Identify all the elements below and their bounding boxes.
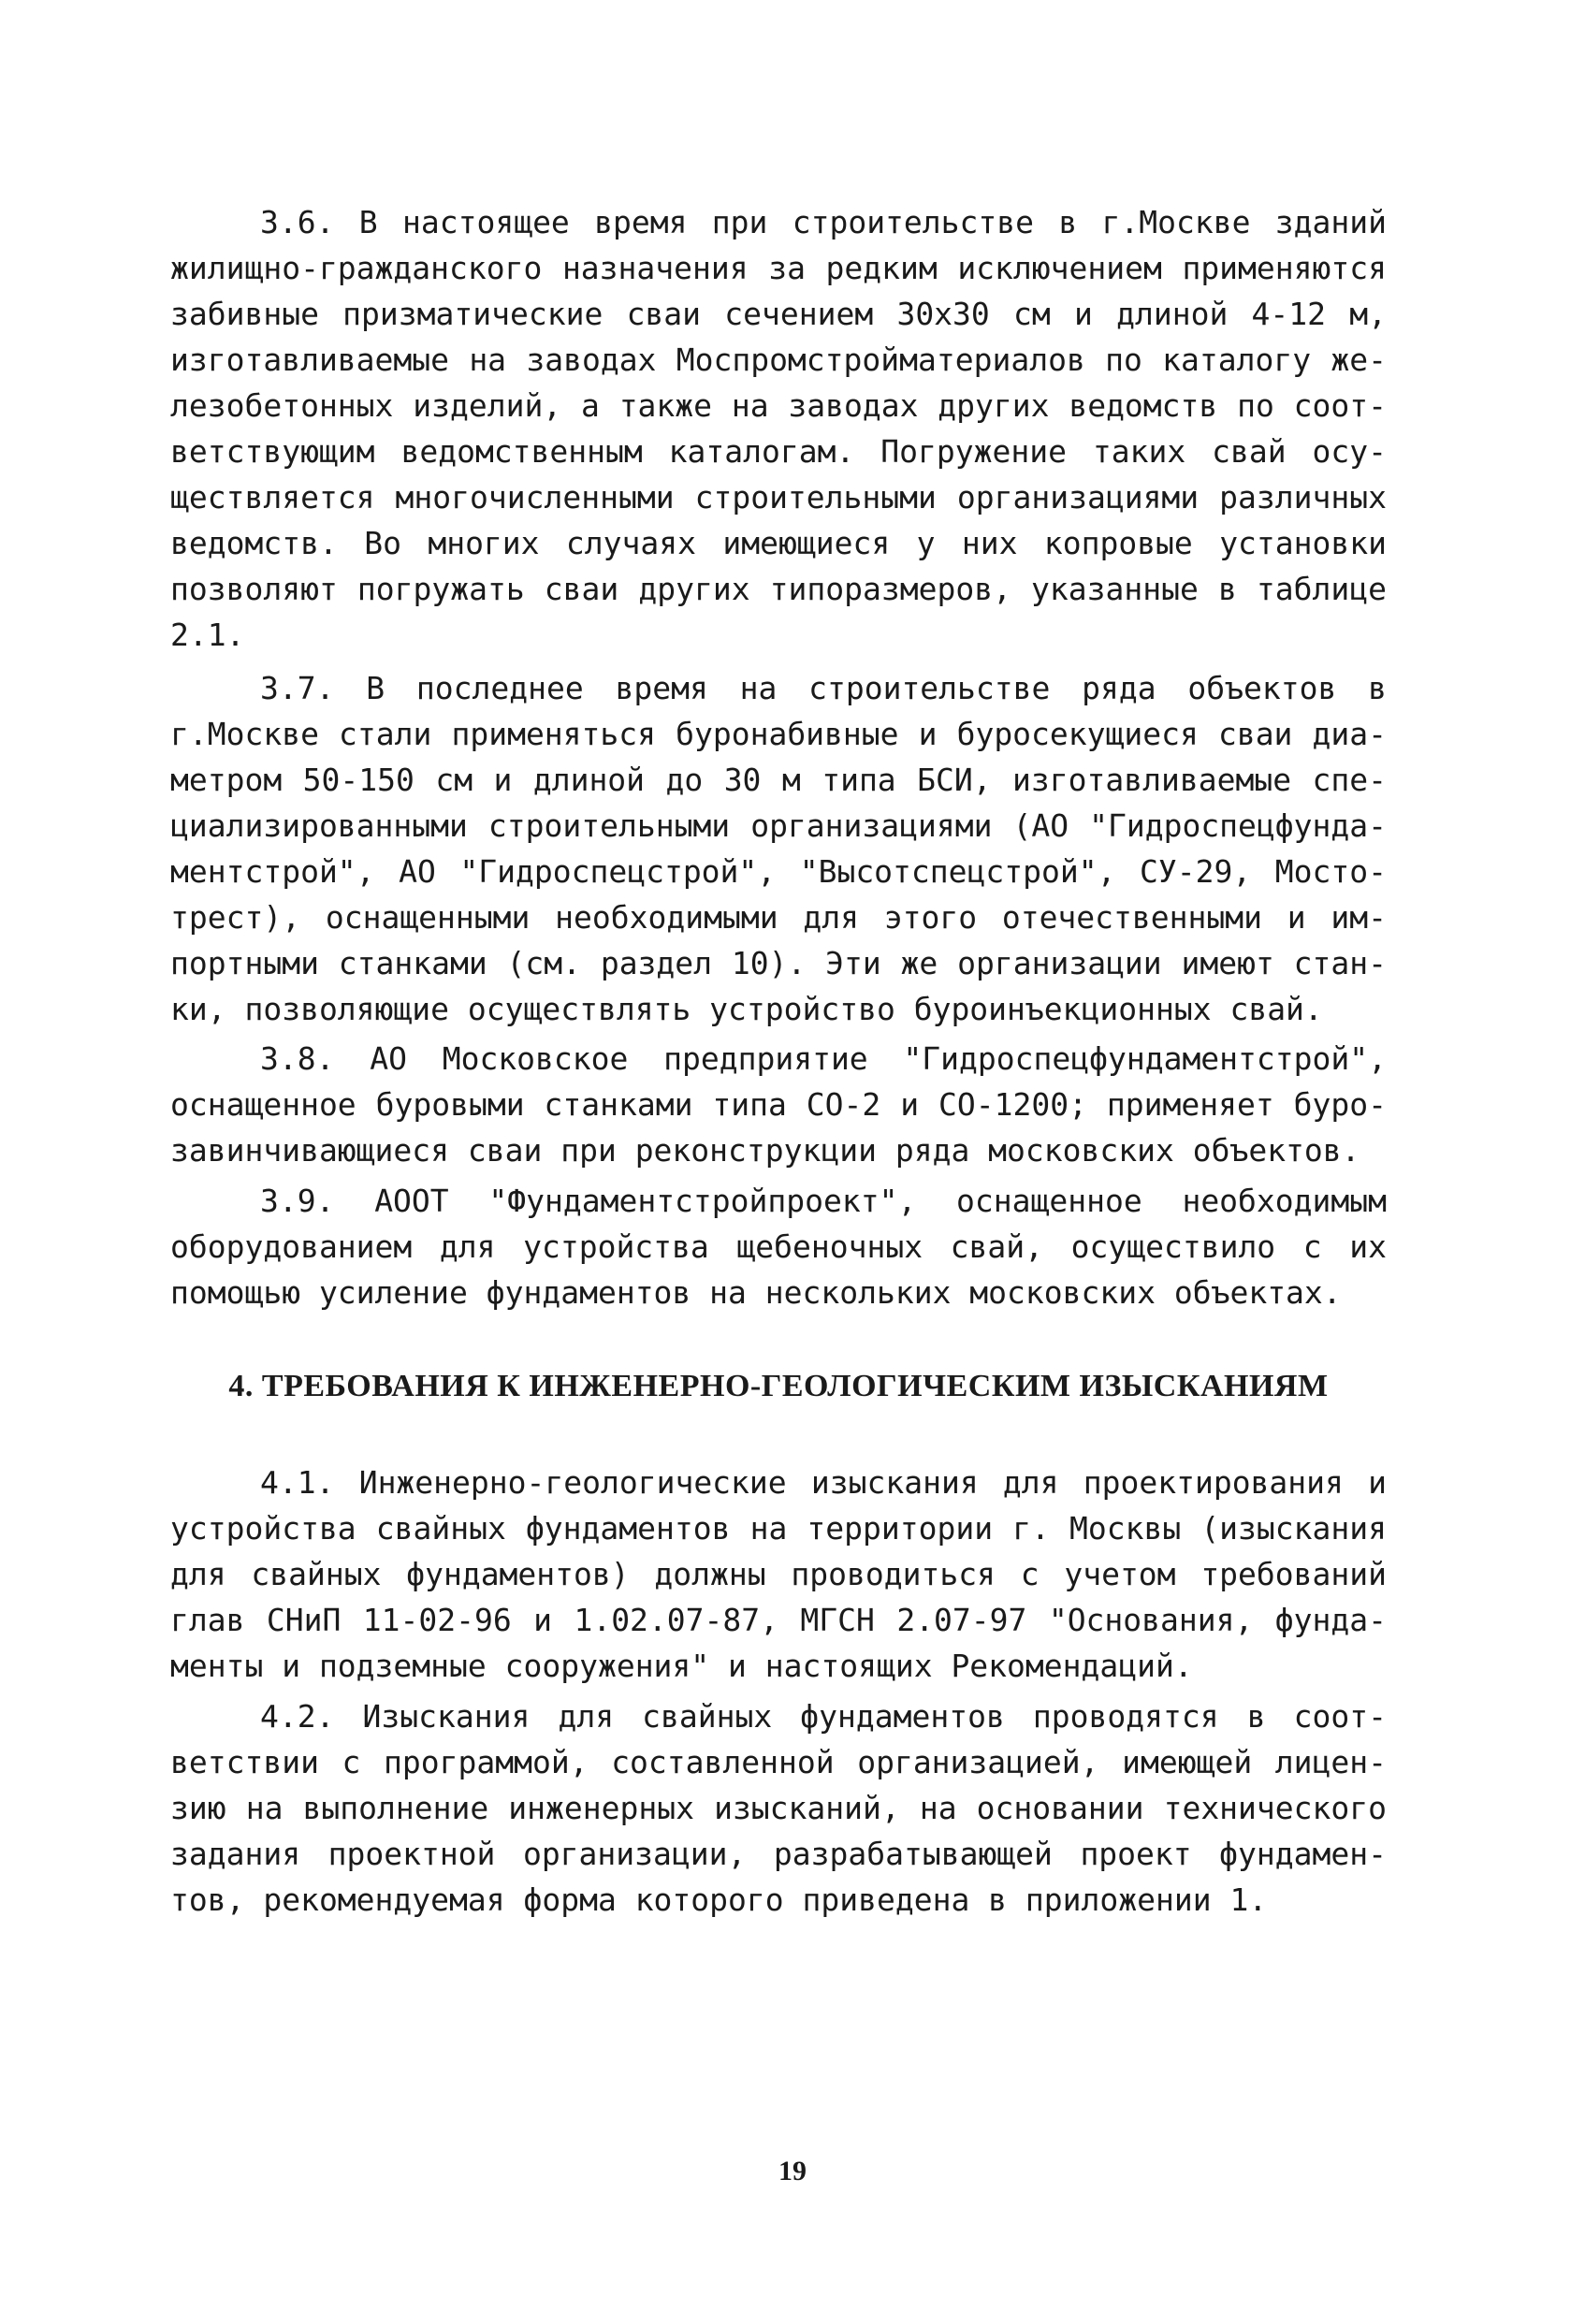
- text-line: устройства свайных фундаментов на территории г. Москвы (изыскания: [170, 1510, 1387, 1547]
- text-line: 3.6. В настоящее время при строительстве в г.Москве зданий: [260, 204, 1387, 240]
- page-number: 19: [778, 2156, 807, 2186]
- text-line: завинчивающиеся сваи при реконструкции ряда московских объектов.: [170, 1132, 1360, 1169]
- text-line: менты и подземные сооружения" и настоящих Рекомендаций.: [170, 1648, 1193, 1684]
- text-line: трест), оснащенными необходимыми для этого отечественными и им-: [170, 899, 1387, 936]
- text-line: ки, позволяющие осуществлять устройство буроинъекционных свай.: [170, 991, 1323, 1027]
- text-line: помощью усиление фундаментов на нескольких московских объектах.: [170, 1274, 1342, 1311]
- text-line: циализированными строительными организациями (АО "Гидроспецфунда-: [170, 807, 1387, 844]
- text-line: лезобетонных изделий, а также на заводах других ведомств по соот-: [170, 387, 1387, 424]
- text-line: г.Москве стали применяться буронабивные и буросекущиеся сваи диа-: [170, 716, 1387, 752]
- text-line: метром 50-150 см и длиной до 30 м типа БСИ, изготавливаемые спе-: [170, 762, 1387, 798]
- text-line: ществляется многочисленными строительными организациями различных: [170, 479, 1387, 516]
- text-line: 3.9. АООТ "Фундаментстройпроект", оснащенное необходимым: [260, 1183, 1387, 1219]
- text-line: ментстрой", АО "Гидроспецстрой", "Высотспецстрой", СУ-29, Мосто-: [170, 853, 1387, 890]
- text-line: оборудованием для устройства щебеночных свай, осуществило с их: [170, 1228, 1387, 1265]
- text-line: изготавливаемые на заводах Моспромстройматериалов по каталогу же-: [170, 341, 1387, 378]
- text-line: зию на выполнение инженерных изысканий, на основании технического: [170, 1790, 1387, 1826]
- text-line: жилищно-гражданского назначения за редким исключением применяются: [170, 250, 1387, 286]
- text-line: 3.7. В последнее время на строительстве ряда объектов в: [260, 670, 1387, 706]
- text-line: 2.1.: [170, 617, 245, 653]
- text-line: 3.8. АО Московское предприятие "Гидроспецфундаментстрой",: [260, 1040, 1387, 1077]
- text-line: позволяют погружать сваи других типоразмеров, указанные в таблице: [170, 571, 1387, 607]
- text-line: ветствующим ведомственным каталогам. Погружение таких свай осу-: [170, 433, 1387, 470]
- text-line: ветствии с программой, составленной организацией, имеющей лицен-: [170, 1744, 1387, 1780]
- text-line: забивные призматические сваи сечением 30x30 см и длиной 4-12 м,: [170, 296, 1387, 332]
- text-line: 4.2. Изыскания для свайных фундаментов проводятся в соот-: [260, 1698, 1387, 1735]
- text-line: оснащенное буровыми станками типа СО-2 и СО-1200; применяет буро-: [170, 1086, 1387, 1123]
- text-line: 4.1. Инженерно-геологические изыскания для проектирования и: [260, 1464, 1387, 1501]
- text-line: для свайных фундаментов) должны проводиться с учетом требований: [170, 1556, 1387, 1592]
- text-line: задания проектной организации, разрабатывающей проект фундамен-: [170, 1836, 1387, 1872]
- text-line: ведомств. Во многих случаях имеющиеся у них копровые установки: [170, 525, 1387, 561]
- text-line: тов, рекомендуемая форма которого приведена в приложении 1.: [170, 1881, 1268, 1918]
- section-heading: 4. ТРЕБОВАНИЯ К ИНЖЕНЕРНО-ГЕОЛОГИЧЕСКИМ ИЗЫСКАНИЯМ: [228, 1369, 1329, 1403]
- text-line: портными станками (см. раздел 10). Эти же организации имеют стан-: [170, 945, 1387, 981]
- text-line: глав СНиП 11-02-96 и 1.02.07-87, МГСН 2.07-97 "Основания, фунда-: [170, 1602, 1387, 1638]
